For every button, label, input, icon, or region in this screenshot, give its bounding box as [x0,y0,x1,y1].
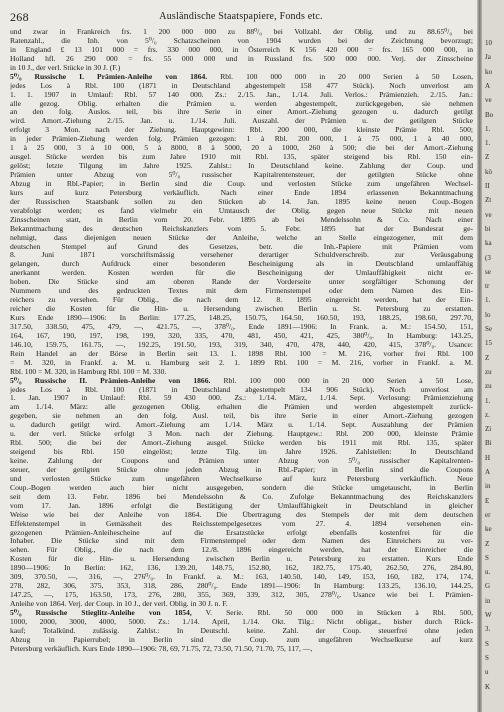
text-line: deutschen Stempel auf Grund des Gesetzes, betr. die Inh.-Papiere mit Prämien vom [10,242,473,251]
adjacent-page-fragment: II [485,182,490,190]
adjacent-page-fragment: Bi [485,439,492,448]
adjacent-page-fragment: ve [485,210,492,219]
adjacent-page-fragment: tr [485,282,490,291]
text-line: = M. 320, in Frankf. a. M. u. Hamburg seit 2. 1. 1899 Rbl. 100 = M. 216, vorher in Frankf. a. M. [10,358,473,367]
text-line: 147.25, —, 175, 163.50, 173, 276, 280, 355, 369, 339, 312, 305, 278⁰/₀. Usance wie bei I. Prämien- [10,591,473,600]
text-line: gelöst; letzte Tilgung im Jahre 1925. Zahlst.: In Deutschland keine. Zahlung der Coup. und [10,162,473,171]
body-text [10,28,473,706]
adjacent-page-fragment: 1. [485,396,491,405]
text-line: jedes Los à Rbl. 100 (1871 in Deutschland abgestempelt 134 906 Stück). Noch unverlost am [10,385,473,394]
text-line: 1. Jan. 1907 in Umlauf: Rbl. 59 430 000. Zs.: 1./14. März, 1./14. Sept. Verlosung: Prämienziehung [10,394,473,403]
adjacent-page-fragment: ka [485,239,492,248]
text-line: 164, 167, 190, 197, 198, 199, 320, 335, 470, 481, 450, 421, 425, 380⁰/₀. In Hamburg: 143.25, [10,331,473,340]
text-line: an den folg. Auslos. teil, bis ihre Serie in einer Amort.-Ziehung gezogen u. dadurch getilgt [10,108,473,117]
section-heading: 5⁰/₀ Russische Stieglitz-Anleihe von 1854, [10,608,192,617]
text-line: Nummern und des gedruckten Textes mit dem Firmenstempel oder dem Namen des Ein- [10,287,473,296]
adjacent-page-fragment: er [485,510,491,519]
text-line: jedes Los à Rbl. 100 (1871 in Deutschland abgestempelt 158 477 Stück). Noch unverlost am [10,81,473,90]
adjacent-page-fragment: u [485,668,489,677]
adjacent-page-fragment: K [485,682,491,691]
text-line: Inhaber. Die Stücke sind mit dem Firmenstempel oder dem Namen des Einreichers zu ver- [10,537,473,546]
running-title: Ausländische Staatspapiere, Fonds etc. [159,11,323,22]
adjacent-page-fragment: z. [485,410,490,419]
text-line: Bekanntmachung des deutschen Reichskanzlers vom 5. Febr. 1895 hat der Bundesrat ge- [10,224,473,233]
adjacent-page-fragment: (3 [485,253,491,262]
text-line: in jeder Prämien-Ziehung werden folg. Prämien gezogen: 1 à Rbl. 200 000, 1 à 75 000, 1 à 40 000, [10,135,473,144]
text-line: kauf; Totalkünd. zulässig. Zahlst.: In Deutschl. keine. Zahl. der Coup. steuerfrei ohne jeden [10,626,473,635]
text-line: am 1./14. März: alle gezogenen Oblig. erhalten die Prämien und werden abgestempelt zurück- [10,403,473,412]
adjacent-page-fragment: Z [485,539,490,548]
text-line: Coup.-Bogen werden auch hier nicht ausgegeben, sondern die Stücke umgetauscht, in Berlin [10,483,473,492]
adjacent-page-fragment: zu [485,382,492,391]
text-line: Rein Handel an der Börse in Berlin seit 13. 1. 1898 Rbl. 100 = M. 216, vorher frei Rbl. 100 [10,349,473,358]
text-line: gezogenen Prämien-Anleihescheine auf die Ersatzstücke erfolgt ebenfalls kostenfrei für die [10,528,473,537]
adjacent-page-fragment: in [485,596,491,605]
adjacent-page-fragment: Bo [485,110,494,119]
adjacent-page-fragment: u. [485,568,491,577]
text-line: gelangen, durch Aufdruck einer besonderen Bescheinigung als in Deutschland umlauffähig [10,260,473,269]
intro-paragraph [10,28,473,73]
text-line: alle gezog. Oblig. erhalten die Prämien u. werden abgestempelt, zurückgegeben, sie nehmen [10,99,473,108]
adjacent-page-fragment: se [485,267,491,276]
loan-section [10,73,473,377]
text-line: gegeben, sie nehmen an den folg. Ausl. teil, bis ihre Serie in einer Amort.-Ziehung gezogen [10,412,473,421]
text-line: Ratenzahl., die Inh. von 5⁰/₀ Schatzscheinen von 1904 wurden bei der Zeichnung bevorzugt; [10,36,473,45]
text-line: Zinsscheinen statt, in Berlin vom 20. Febr. 1895 ab bei Mendelssohn & Co. Nach einer [10,215,473,224]
adjacent-page-fragment: S [485,653,489,662]
page-number: 268 [10,10,29,24]
text-line: 278, 282, 306, 375, 353, 318, 286, 280⁰/₀. Ende 1891—1906: In Hamburg: 133.25, 136.10, 144.25, [10,582,473,591]
text-line: reicher die Kosten für die Hin- u. Hersendung zwischen Berlin u. St. Petersburg zu erstatten. [10,305,473,314]
loan-section [10,609,473,654]
text-line: Weise wie bei der Anleihe von 1864. Die Übertragung des Stempels der mit dem deutschen [10,510,473,519]
adjacent-page-fragment: H [485,453,491,462]
text-line: Rbl. 500; die bei der Amort.-Ziehung ausgel. Stücke werden bis 1911 mit Rbl. 135, später [10,439,473,448]
adjacent-page-fragment: Zt [485,196,492,205]
text-line: steuer, der getilgten Stücke ohne jeden Abzug in Rbl.-Papier; in Berlin sind die Coupons [10,465,473,474]
text-line: in England £ 13 101 000 = frs. 330 000 000, in Österreich K 156 420 000 = frs. 165 000 000, in [10,45,473,54]
text-line: u. der verl. Stücke erfolgt 3 Mon. nach der Ziehung. Hauptgew.: Rbl. 200 000, kleinste Prämie [10,430,473,439]
text-line: in 10 J., der verl. Stücke in 30 J. (F.) [10,63,121,72]
text-line: 317.50, 338.50, 475, 479, —, 421.75, —, 378⁰/₀. Ende 1891—1906: In Frank. a. M.: 154.50, 151, [10,322,473,331]
adjacent-page-fragment: A [485,81,491,90]
text-line: seit dem 13. Febr. 1896 bei Mendelssohn & Co. Zufolge Bekanntmachung des Reichskanzlers [10,492,473,501]
text-line: hoben. Die Stücke sind am oberen Rande der Vorderseite unter sorgfältiger Schonung der [10,278,473,287]
text-line: anerkannt werden. Kosten werden für die Bescheinigung der Umlauffähigkeit nicht er- [10,269,473,278]
adjacent-page-fragment: A [485,468,491,476]
text-line: ausgel. Stücke werden bis zum Jahre 1910 mit Rbl. 135, später steigend bis Rbl. 150 ein- [10,153,473,162]
text-line: wird. Amort.-Ziehung 2./15. Jan. u. 1./14. Juli. Auszahl. der Prämien u. der getilgten Stücke [10,117,473,126]
text-line: Petersburg verkäuflich. Kurs Ende 1890—1906: 78, 69, 71.75, 72, 73.50, 71.50, 71.70, 75, 117, —, [10,644,313,653]
text-line: 5⁰/₀ Russische Stieglitz-Anleihe von 1854, V. Serie. Rbl. 50 000 000 in Stücken à Rbl. 500, [10,608,473,617]
text-line: steigend bis Rbl. 150 eingelöst; letzte Tilg. im Jahre 1926. Zahlstellen: In Deutschland [10,448,473,457]
adjacent-page-fragment: zu [485,367,492,376]
adjacent-page-fragment: 1. [485,124,491,133]
text-line: reichers zu versehen. Für Oblig., die nach dem 12. 8. 1895 eingereicht werden, hat der Ein- [10,296,473,305]
text-line: Rbl. 100 = M. 320, in Hamburg Rbl. 100 = M. 330. [10,367,167,376]
adjacent-page-fragment: ve [485,96,492,105]
text-line: nehmigt, dass diejenigen neuen Stücke der Anleihe, welche an Stelle eingezogener, mit dem [10,233,473,242]
text-line: vom 17. Jan. 1896 erfolgt die Bestätigung der Umlauffähigkeit in Deutschland in gleicher [10,501,473,510]
text-line: 5⁰/₀ Russische I. Prämien-Anleihe von 1864. Rbl. 100 000 000 in 20 000 Serien à 50 Losen, [10,72,473,81]
adjacent-page-edge [482,0,504,712]
adjacent-page-fragment: E [485,496,490,505]
text-line: Anleihe von 1864. Verj. der Coup. in 10 J., der verl. Oblig. in 30 J. n. F. [10,600,228,608]
text-line: 146.10, 159.75, 161.75, —, 192.25, 191.50, 193, 319, 340, 470, 478, 440, 420, 415, 378⁰/₀. Usance: [10,340,473,349]
adjacent-page-fragment: 1. [485,139,491,148]
adjacent-page-fragment: 3. [485,625,491,634]
adjacent-page-fragment: Ja [485,53,491,62]
text-line: Abzug in Papierrubel; in Berlin sind die Coup. zum ungefähren Wechselkurse auf kurz [10,635,473,644]
text-line: verabfolgt werden; es fand vielmehr ein Umtausch der Oblig. gegen neue Stücke mit neuen [10,206,473,215]
text-line: 8. Juni 1871 vorschriftsmässig versehener derartiger Schuldverschreib. zur Veräusgabung [10,251,473,260]
text-line: und zwar in Frankreich frs. 1 200 000 000 zu 88⁰/₀ bei Vollzahl. der Oblig. und zu 88.65⁰/₀ bei [10,28,473,36]
adjacent-page-fragment: S [485,553,489,562]
adjacent-page-fragment: lo [485,310,491,319]
text-line: 309, 370.50, —, 316, —, 276⁰/₀. In Frankf. a. M.: 163, 140.50, 140, 149, 153, 160, 182, 174, 174, [10,573,473,582]
text-line: 5⁰/₀ Russische II. Prämien-Anleihe von 1866. Rbl. 100 000 000 in 20 000 Serien à 50 Lose, [10,376,473,385]
adjacent-page-fragment: ke [485,525,492,534]
adjacent-page-fragment: Z [485,353,490,362]
adjacent-page-fragment: ko [485,67,492,76]
adjacent-page-fragment: 10 [485,39,492,47]
section-heading: 5⁰/₀ Russische II. Prämien-Anleihe von 1866. [10,376,211,385]
text-line: Prämien unter Abzug von 5⁰/₀ russischer Kapitalrentensteuer, der getilgten Stücke ohne [10,171,473,179]
adjacent-page-fragment: G [485,582,491,591]
text-line: Holland hfl. 26 290 000 = frs. 55 000 000 und in Russland frs. 500 000 000. Verj. der Zinsscheine [10,54,473,63]
adjacent-page-fragment: Se [485,325,492,333]
text-line: Kurs Ende 1890—1906: In Berlin: 177.25, 148.25, 150.75, 164.50, 160.50, 193, 188.25, 198.60, 297.70, [10,314,473,322]
text-line: und verlosten Stücke zum ungefähren Wechselkurse auf kurz Petersburg verkäuflich. Neue [10,474,473,483]
adjacent-page-fragment: W [485,611,492,619]
text-line: Effektenstempel in Gemässheit des Reichsstempelgesetzes vom 27. 4. 1894 versehenen ein- [10,519,473,528]
text-line: Abzug in Rbl.-Papier; in Berlin sind die Coup. und verlosten Stücke zum ungefähren Wechsel- [10,179,473,188]
adjacent-page-fragment: in [485,482,491,491]
text-line: u. dadurch getilgt wird. Amort.-Ziehung am 1./14. März u. 1./14. Sept. Auszahlung der Prämien [10,421,473,430]
page-header [10,10,472,22]
loan-section [10,377,473,609]
section-heading: 5⁰/₀ Russische I. Prämien-Anleihe von 1864. [10,72,208,81]
adjacent-page-fragment: 15 [485,339,492,348]
text-line: Kosten für die Hin- u. Hersendung zwischen Berlin u. Petersburg zu erstatten. Kurs Ende [10,555,473,564]
text-line: sehen. Für Oblig., die nach dem 12./8. 1896 eingereicht werden, hat der Einreicher die [10,546,473,555]
text-line: erfolgt 3 Mon. nach der Ziehung. Hauptgewinn: Rbl. 200 000, die kleinste Prämie Rbl. 500; [10,126,473,135]
text-line: der Russischen Staatsbank sollen zu den Stücken ab 14. Jan. 1895 keine neuen Coup.-Bogen [10,197,473,206]
text-line: 1. 1. 1907 in Umlauf: Rbl. 57 140 000. Zs.: 2./15. Jan., 1./14. Juli. Verlos.: Prämienzieh. 2./15. Jan.: [10,90,473,99]
adjacent-page-fragment: Z [485,153,490,162]
adjacent-page-fragment: Zi [485,425,492,434]
adjacent-page-fragment: bi [485,224,491,233]
adjacent-page-fragment: 1. [485,296,491,305]
adjacent-page-fragment: kö [485,167,492,176]
text-line: 1000, 2000, 3000, 4000, 5000. Zs.: 1./14. April, 1./14. Okt. Tilg.: Nicht obligat., bisher durch Rück- [10,617,473,626]
text-line: kurs auf kurz Petersburg verkäuflich. Nach einer Ende 1894 erlassenen Bekanntmachung [10,188,473,197]
text-line: 1 à 25 000, 3 à 10 000, 5 à 8000, 8 à 5000, 20 à 1000, 260 à 500; die bei der Amort.-Ziehung [10,144,473,153]
text-line: keine. Zahlung der Coupons und Prämien unter Abzug von 5⁰/₀ russischer Kapitalrenten- [10,457,473,465]
text-line: 1890—1906: In Berlin: 162, 136, 139.20, 148.75, 152.80, 162, 182.75, 175.40, 262.50, 276, 284.80, [10,564,473,573]
adjacent-page-fragment: S [485,639,489,648]
